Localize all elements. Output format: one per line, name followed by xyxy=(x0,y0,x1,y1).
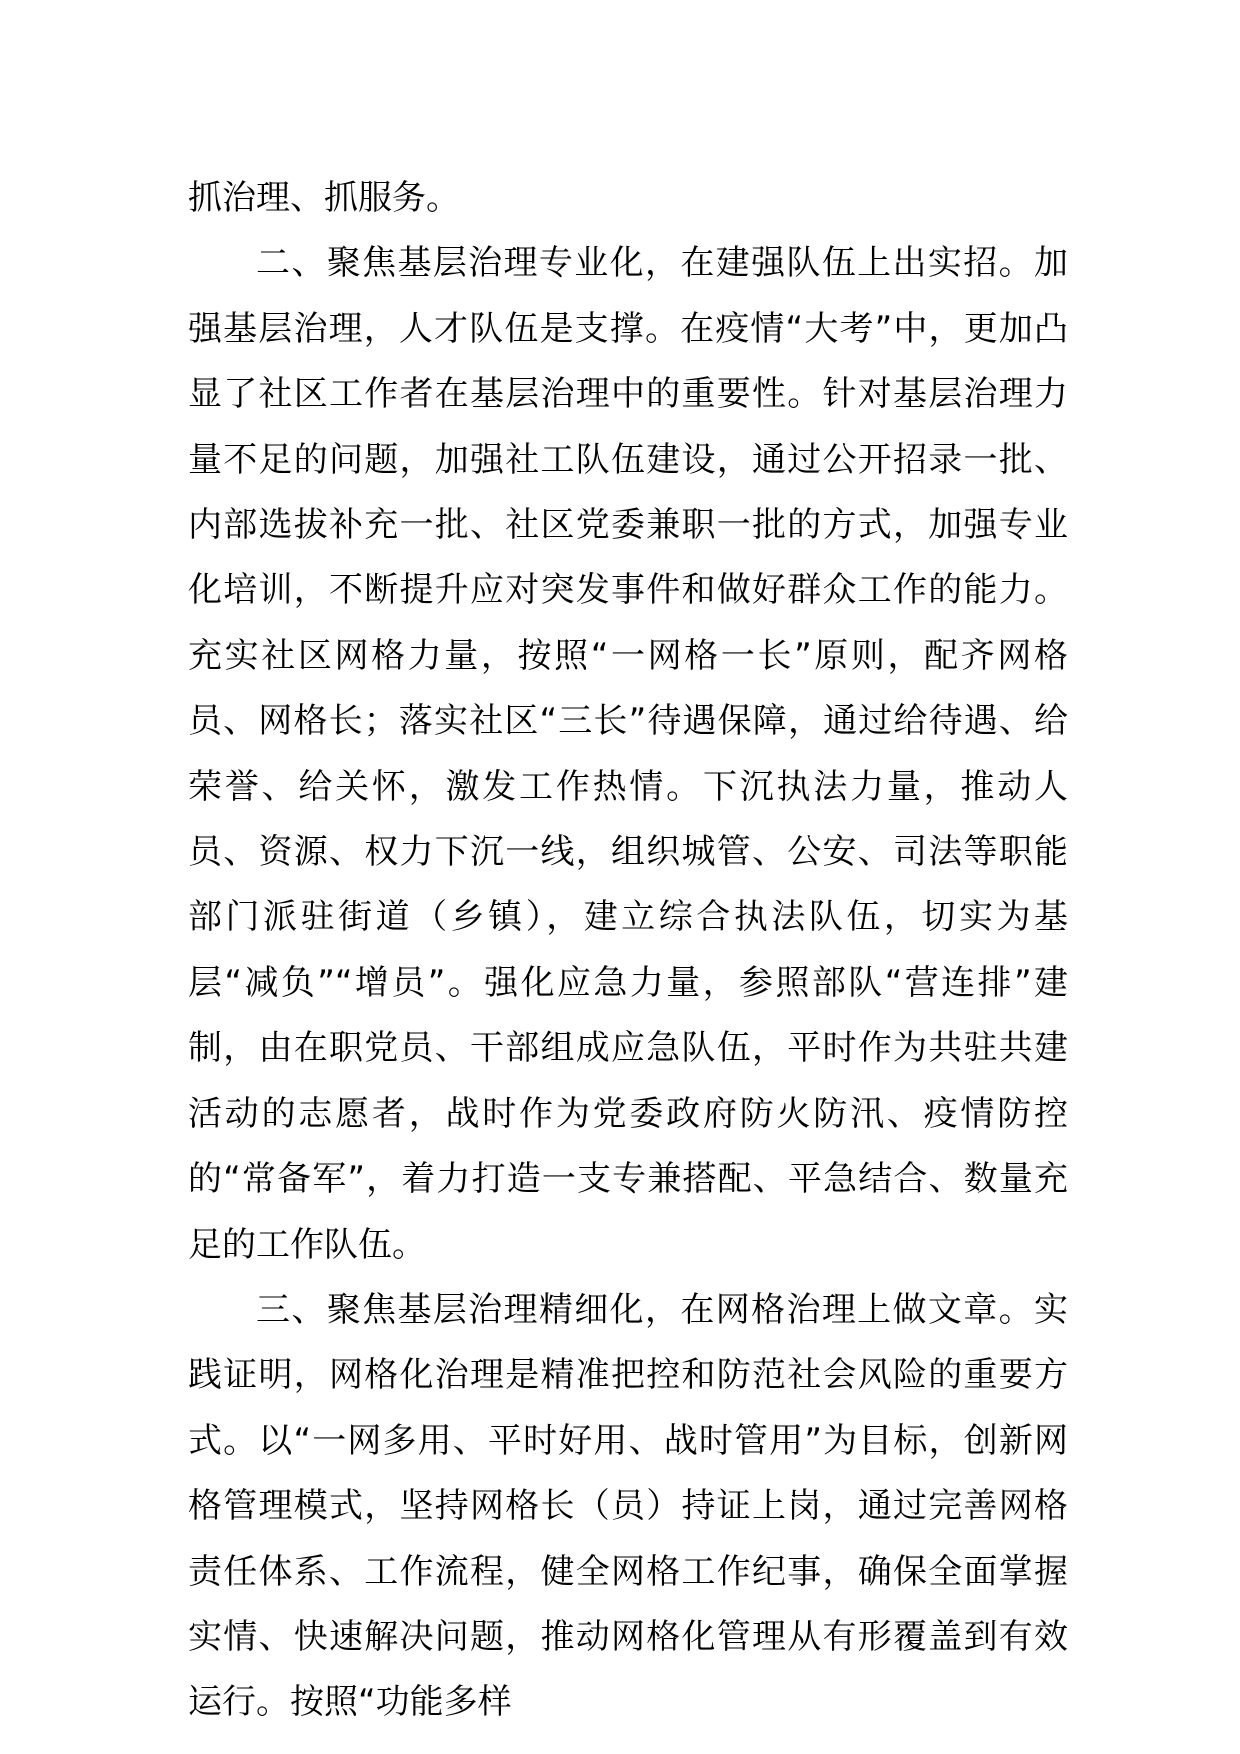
paragraph-section-two: 二、聚焦基层治理专业化，在建强队伍上出实招。加强基层治理，人才队伍是支撑。在疫情“大考”中，更加凸显了社区工作者在基层治理中的重要性。针对基层治理力量不足的问题，加强社工队伍建设，通过公开招录一批、内部选拔补充一批、社区党委兼职一批的方式，加强专业化培训，不断提升应对突发事件和做好群众工作的能力。充实社区网格力量，按照“一网格一长”原则，配齐网格员、网格长；落实社区“三长”待遇保障，通过给待遇、给荣誉、给关怀，激发工作热情。下沉执法力量，推动人员、资源、权力下沉一线，组织城管、公安、司法等职能部门派驻街道（乡镇），建立综合执法队伍，切实为基层“减负”“增员”。强化应急力量，参照部队“营连排”建制，由在职党员、干部组成应急队伍，平时作为共驻共建活动的志愿者，战时作为党委政府防火防汛、疫情防控的“常备军”，着力打造一支专兼搭配、平急结合、数量充足的工作队伍。 xyxy=(188,243,1068,1265)
paragraph-continuation: 抓治理、抓服务。 xyxy=(188,178,460,218)
document-body xyxy=(188,166,1068,1736)
paragraph-section-three: 三、聚焦基层治理精细化，在网格治理上做文章。实践证明，网格化治理是精准把控和防范社会风险的重要方式。以“一网多用、平时好用、战时管用”为目标，创新网格管理模式，坚持网格长（员）持证上岗，通过完善网格责任体系、工作流程，健全网格工作纪事，确保全面掌握实情、快速解决问题，推动网格化管理从有形覆盖到有效运行。按照“功能多样 xyxy=(188,1289,1068,1723)
